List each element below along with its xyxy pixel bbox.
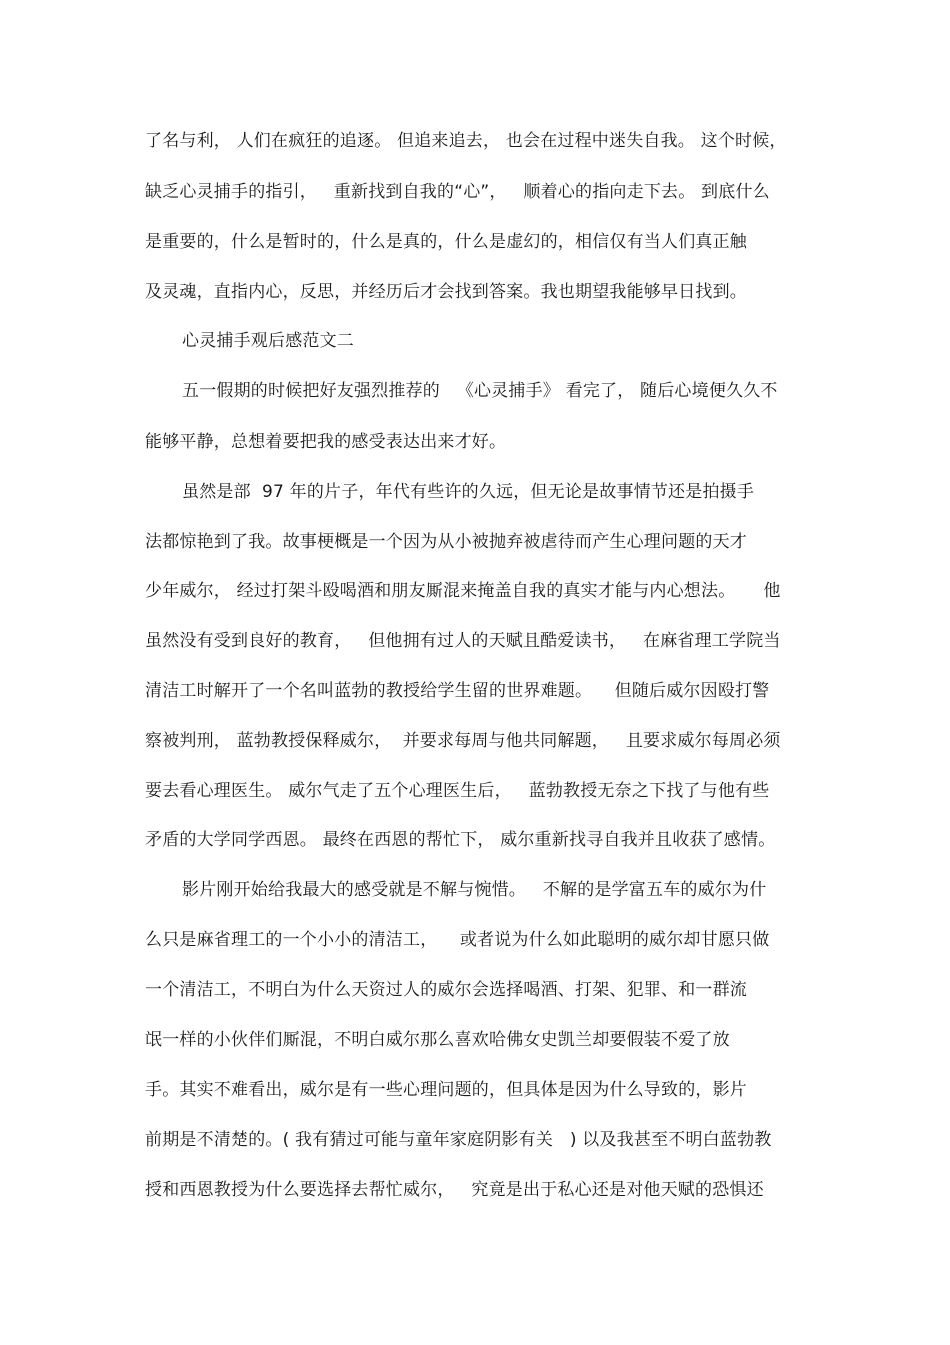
text-line-17: 么只是麻省理工的一个小小的清洁工， 或者说为什么如此聪明的威尔却甘愿只做	[145, 930, 770, 950]
text-line-3: 是重要的，什么是暂时的，什么是真的，什么是虚幻的，相信仅有当人们真正触	[145, 232, 747, 252]
text-line-20: 手。其实不难看出，威尔是有一些心理问题的，但具体是因为什么导致的，影片	[145, 1080, 747, 1100]
text-line-6: 五一假期的时候把好友强烈推荐的 《心灵捕手》 看完了， 随后心境便久久不	[182, 381, 778, 401]
text-line-16: 影片刚开始给我最大的感受就是不解与惋惜。 不解的是学富五车的威尔为什	[182, 880, 767, 900]
text-line-8: 虽然是部 97 年的片子，年代有些许的久远，但无论是故事情节还是拍摄手	[182, 482, 755, 502]
text-line-2: 缺乏心灵捕手的指引， 重新找到自我的“心”， 顺着心的指向走下去。 到底什么	[145, 182, 770, 202]
text-line-10: 少年威尔， 经过打架斗殴喝酒和朋友厮混来掩盖自我的真实才能与内心想法。 他	[145, 581, 781, 601]
text-line-15: 矛盾的大学同学西恩。 最终在西恩的帮忙下， 威尔重新找寻自我并且收获了感情。	[145, 830, 776, 850]
text-line-13: 察被判刑， 蓝勃教授保释威尔， 并要求每周与他共同解题， 且要求威尔每周必须	[145, 731, 781, 751]
text-line-14: 要去看心理医生。 威尔气走了五个心理医生后， 蓝勃教授无奈之下找了与他有些	[145, 781, 770, 801]
text-line-7: 能够平静，总想着要把我的感受表达出来才好。	[145, 432, 507, 452]
text-line-19: 氓一样的小伙伴们厮混，不明白威尔那么喜欢哈佛女史凯兰却要假装不爱了放	[145, 1030, 730, 1050]
text-line-22: 授和西恩教授为什么要选择去帮忙威尔， 究竟是出于私心还是对他天赋的恐惧还	[145, 1180, 764, 1200]
text-line-4: 及灵魂，直指内心，反思，并经历后才会找到答案。我也期望我能够早日找到。	[145, 282, 747, 302]
section-heading: 心灵捕手观后感范文二	[182, 331, 354, 351]
text-line-12: 清洁工时解开了一个名叫蓝勃的教授给学生留的世界难题。 但随后威尔因殴打警	[145, 681, 770, 701]
text-line-11: 虽然没有受到良好的教育， 但他拥有过人的天赋且酷爱读书， 在麻省理工学院当	[145, 631, 781, 651]
text-line-9: 法都惊艳到了我。故事梗概是一个因为从小被抛弃被虐待而产生心理问题的天才	[145, 532, 747, 552]
text-line-1: 了名与利， 人们在疯狂的追逐。 但追来追去， 也会在过程中迷失自我。 这个时候，	[145, 131, 787, 151]
text-line-21: 前期是不清楚的。( 我有猜过可能与童年家庭阴影有关 ) 以及我甚至不明白蓝勃教	[145, 1130, 772, 1150]
text-line-18: 一个清洁工，不明白为什么天资过人的威尔会选择喝酒、打架、犯罪、和一群流	[145, 980, 747, 1000]
